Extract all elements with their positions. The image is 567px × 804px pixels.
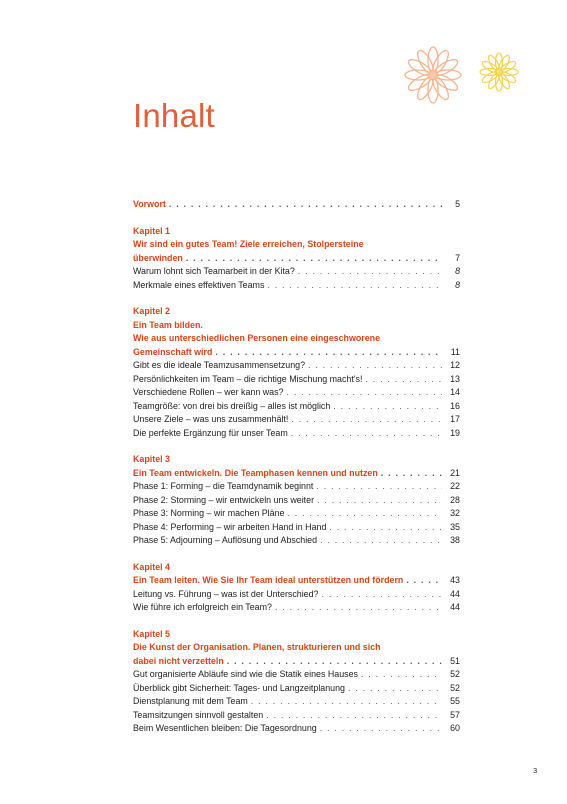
dot-leader	[406, 574, 442, 588]
chapter-heading-page: 7	[455, 252, 460, 263]
toc-entry-page: 16	[450, 400, 460, 411]
dot-leader	[267, 279, 442, 293]
dot-leader	[361, 668, 442, 682]
chapter-section	[133, 453, 460, 548]
toc-entry[interactable]	[133, 709, 460, 723]
toc-entry-page: 8	[455, 266, 460, 276]
chapter-heading-entry[interactable]	[133, 346, 460, 360]
toc-entry-title: Phase 2: Storming – wir entwickeln uns weiter	[133, 494, 315, 505]
toc-entry-title: Unsere Ziele – was uns zusammenhält!	[133, 414, 289, 424]
chapter-heading-entry[interactable]	[133, 467, 460, 481]
dot-leader	[333, 400, 442, 414]
chapter-section	[133, 628, 460, 736]
dot-leader	[291, 427, 442, 441]
toc-entry[interactable]	[133, 480, 460, 494]
chapter-heading-title: Ein Team leiten. Wie Sie Ihr Team ideal unterstützen und fördern	[133, 575, 404, 585]
chapter-heading-entry[interactable]	[133, 574, 460, 588]
toc-entry[interactable]	[133, 668, 460, 682]
chapter-heading-page: 43	[450, 575, 460, 585]
toc-entry[interactable]	[133, 507, 460, 521]
toc-entry-title: Phase 5: Adjourning – Auflösung und Abschied	[133, 535, 318, 545]
page-number: 3	[533, 766, 538, 775]
chapter-heading-title: Ein Team entwickeln. Die Teamphasen kennen und nutzen	[133, 467, 378, 478]
dot-leader	[316, 480, 442, 494]
chapter-label: Kapitel 3	[133, 454, 170, 464]
chapter-heading-entry[interactable]	[133, 252, 460, 266]
toc-entry-title: Leitung vs. Führung – was ist der Unterschied?	[133, 588, 319, 599]
toc-entry[interactable]	[133, 386, 460, 400]
dot-leader	[186, 252, 442, 266]
toc-entry[interactable]	[133, 494, 460, 508]
dot-leader	[286, 386, 442, 400]
toc-entry-page: 38	[450, 535, 460, 545]
dot-leader	[275, 601, 442, 615]
toc-entry-page: 35	[450, 521, 460, 532]
toc-entry-title: Wie führe ich erfolgreich ein Team?	[133, 602, 272, 612]
toc-entry-title: Phase 3: Norming – wir machen Pläne	[133, 508, 285, 518]
toc-entry-title: Die perfekte Ergänzung für unser Team	[133, 427, 288, 438]
chapter-label: Kapitel 4	[133, 561, 170, 572]
toc-entry-page: 13	[450, 373, 460, 384]
chapter-heading-title: Gemeinschaft wird	[133, 346, 213, 357]
chapter-section	[133, 225, 460, 293]
toc-entry-page: 12	[450, 360, 460, 370]
dot-leader	[348, 682, 442, 696]
toc-entry[interactable]	[133, 413, 460, 427]
toc-entry[interactable]	[133, 534, 460, 548]
dot-leader	[266, 709, 442, 723]
toc-entry[interactable]	[133, 373, 460, 387]
yellow-flower-icon	[476, 49, 522, 95]
toc-entry-title: Phase 4: Performing – wir arbeiten Hand in Hand	[133, 521, 327, 532]
dot-leader	[329, 521, 442, 535]
chapter-heading-line[interactable]: Die Kunst der Organisation. Planen, strukturieren und sich	[133, 642, 381, 652]
dot-leader	[291, 413, 442, 427]
dot-leader	[317, 494, 442, 508]
dot-leader	[308, 359, 442, 373]
toc-entry[interactable]	[133, 588, 460, 602]
toc-entry-title: Überblick gibt Sicherheit: Tages- und Langzeitplanung	[133, 682, 345, 693]
dot-leader	[215, 346, 442, 360]
chapter-section	[133, 305, 460, 440]
toc-entry-title: Phase 1: Forming – die Teamdynamik beginnt	[133, 481, 314, 491]
table-of-contents	[133, 198, 460, 736]
toc-entry-title: Beim Wesentlichen bleiben: Die Tagesordnung	[133, 723, 317, 733]
toc-entry-title: Teamsitzungen sinnvoll gestalten	[133, 709, 264, 720]
toc-entry-page: 5	[455, 199, 460, 209]
chapter-label: Kapitel 5	[133, 628, 170, 639]
toc-entry-page: 28	[450, 494, 460, 505]
dot-leader	[322, 588, 443, 602]
toc-entry[interactable]	[133, 601, 460, 615]
toc-entry[interactable]	[133, 265, 460, 279]
chapter-heading-line[interactable]: Ein Team bilden.	[133, 319, 203, 330]
toc-entry-page: 32	[450, 508, 460, 518]
chapter-heading-page: 11	[450, 346, 460, 357]
chapter-heading-title: dabei nicht verzetteln	[133, 655, 224, 666]
toc-entry[interactable]	[133, 682, 460, 696]
toc-entry-title: Verschiedene Rollen – wer kann was?	[133, 387, 284, 397]
toc-entry-page: 44	[450, 588, 460, 599]
chapter-label: Kapitel 2	[133, 306, 170, 316]
toc-entry[interactable]	[133, 279, 460, 293]
toc-entry-title: Vorwort	[133, 199, 166, 209]
chapter-heading-page: 51	[450, 655, 460, 666]
dot-leader	[287, 507, 442, 521]
chapter-heading-line[interactable]: Wir sind ein gutes Team! Ziele erreichen, Stolpersteine	[133, 239, 364, 249]
toc-entry-page: 22	[450, 481, 460, 491]
dot-leader	[320, 722, 442, 736]
toc-entry-title: Dienstplanung mit dem Team	[133, 696, 248, 706]
toc-entry-page: 14	[450, 387, 460, 397]
toc-entry-page: 8	[455, 279, 460, 290]
toc-entry-title: Teamgröße: von drei bis dreißig – alles ist möglich	[133, 400, 331, 411]
chapter-heading-page: 21	[450, 467, 460, 478]
toc-entry-page: 19	[450, 427, 460, 438]
toc-entry-page: 52	[450, 669, 460, 679]
toc-entry[interactable]	[133, 521, 460, 535]
chapter-heading-entry[interactable]	[133, 655, 460, 669]
chapter-heading-line[interactable]: Wie aus unterschiedlichen Personen eine eingeschworene	[133, 333, 381, 343]
toc-entry-title: Warum lohnt sich Teamarbeit in der Kita?	[133, 266, 295, 276]
page-title: Inhalt	[133, 97, 215, 134]
dot-leader	[227, 655, 442, 669]
toc-entry[interactable]	[133, 427, 460, 441]
toc-entry-page: 52	[450, 682, 460, 693]
toc-entry-page: 60	[450, 723, 460, 733]
dot-leader	[251, 695, 442, 709]
dot-leader	[169, 198, 442, 212]
chapter-list	[133, 225, 460, 736]
orange-flower-icon	[398, 40, 468, 110]
toc-entry-title: Persönlichkeiten im Team – die richtige Mischung macht's!	[133, 373, 363, 384]
toc-entry[interactable]	[133, 400, 460, 414]
dot-leader	[381, 467, 442, 481]
toc-entry-page: 44	[450, 602, 460, 612]
toc-entry-page: 55	[450, 696, 460, 706]
toc-entry-page: 57	[450, 709, 460, 720]
toc-entry-title: Gibt es die ideale Teamzusammensetzung?	[133, 360, 306, 370]
toc-entry-title: Merkmale eines effektiven Teams	[133, 279, 265, 290]
chapter-label: Kapitel 1	[133, 225, 170, 236]
chapter-section	[133, 561, 460, 615]
toc-entry-title: Gut organisierte Abläufe sind wie die Statik eines Hauses	[133, 669, 358, 679]
toc-entry[interactable]	[133, 359, 460, 373]
toc-entry-page: 17	[450, 414, 460, 424]
chapter-heading-title: überwinden	[133, 252, 183, 263]
dot-leader	[298, 265, 442, 279]
dot-leader	[320, 534, 442, 548]
toc-entry-vorwort[interactable]	[133, 198, 460, 212]
toc-entry[interactable]	[133, 722, 460, 736]
toc-entry[interactable]	[133, 695, 460, 709]
dot-leader	[365, 373, 442, 387]
